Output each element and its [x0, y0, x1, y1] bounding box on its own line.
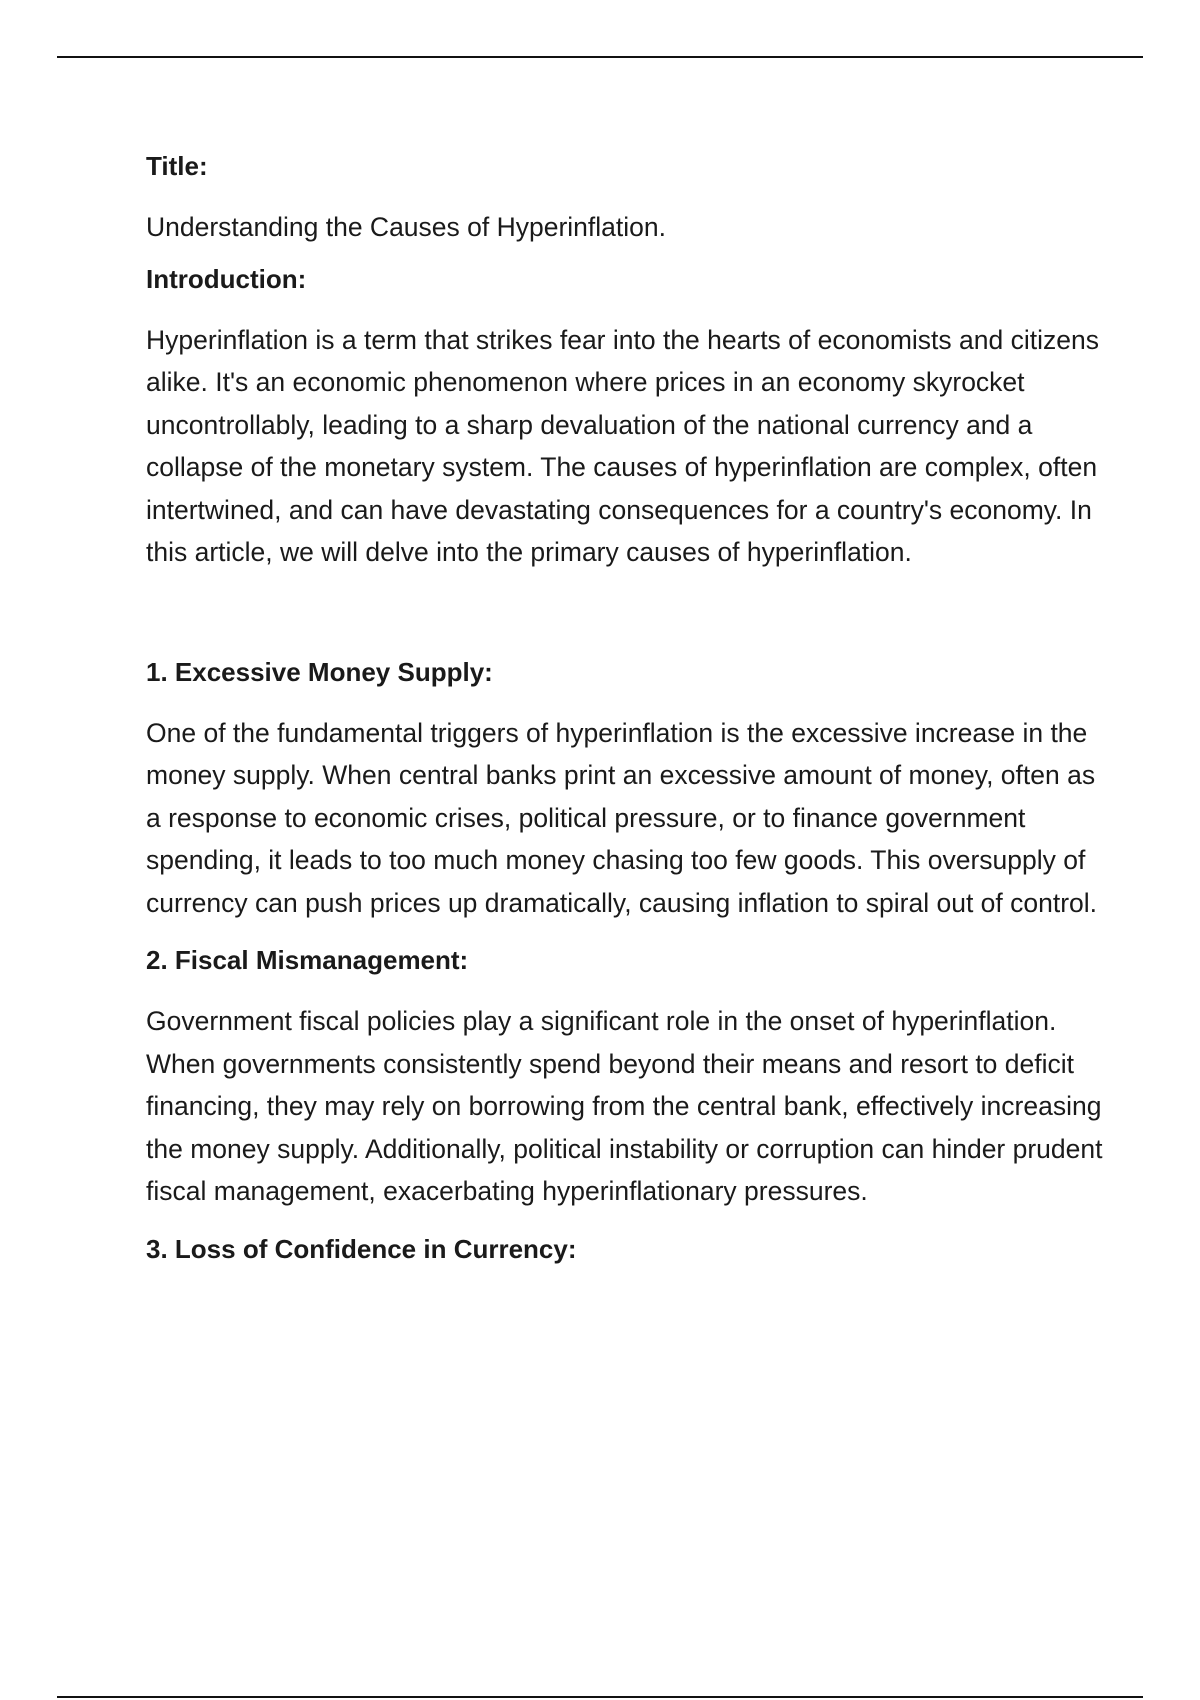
section-heading-money-supply: 1. Excessive Money Supply: — [146, 656, 493, 687]
page-top-rule — [57, 56, 1143, 58]
title-label: Title: — [146, 151, 208, 181]
section-body-fiscal-mismanagement: Government fiscal policies play a significant role in the onset of hyperinflation. When governments consistently spend beyond their means and resort to deficit financing, they may rely on borrowing from the central bank, effectively increasing the money supply. Additionally, political instability or corruption can hinder prudent fiscal management, exacerbating hyperinflationary pressures. — [146, 1006, 1103, 1206]
document-body — [146, 148, 1106, 1289]
section-body-money-supply: One of the fundamental triggers of hyperinflation is the excessive increase in the money supply. When central banks print an excessive amount of money, often as a response to economic crises, political pressure, or to finance government spending, it leads to too much money chasing too few goods. This oversupply of currency can push prices up dramatically, causing inflation to spiral out of control. — [146, 717, 1098, 918]
introduction-label: Introduction: — [146, 263, 307, 294]
page-bottom-rule — [57, 1696, 1143, 1698]
section-heading-fiscal-mismanagement: 2. Fiscal Mismanagement: — [146, 945, 469, 975]
section-spacer — [146, 592, 1106, 654]
document-title: Understanding the Causes of Hyperinflation. — [146, 212, 666, 242]
section-heading-loss-of-confidence: 3. Loss of Confidence in Currency: — [146, 1233, 577, 1264]
introduction-paragraph: Hyperinflation is a term that strikes fear into the hearts of economists and citizens alike. It's an economic phenomenon where prices in an economy skyrocket uncontrollably, leading to a sharp devaluation of the national currency and a collapse of the monetary system. The causes of hyperinflation are complex, often intertwined, and can have devastating consequences for a country's economy. In this article, we will delve into the primary causes of hyperinflation. — [146, 324, 1099, 567]
